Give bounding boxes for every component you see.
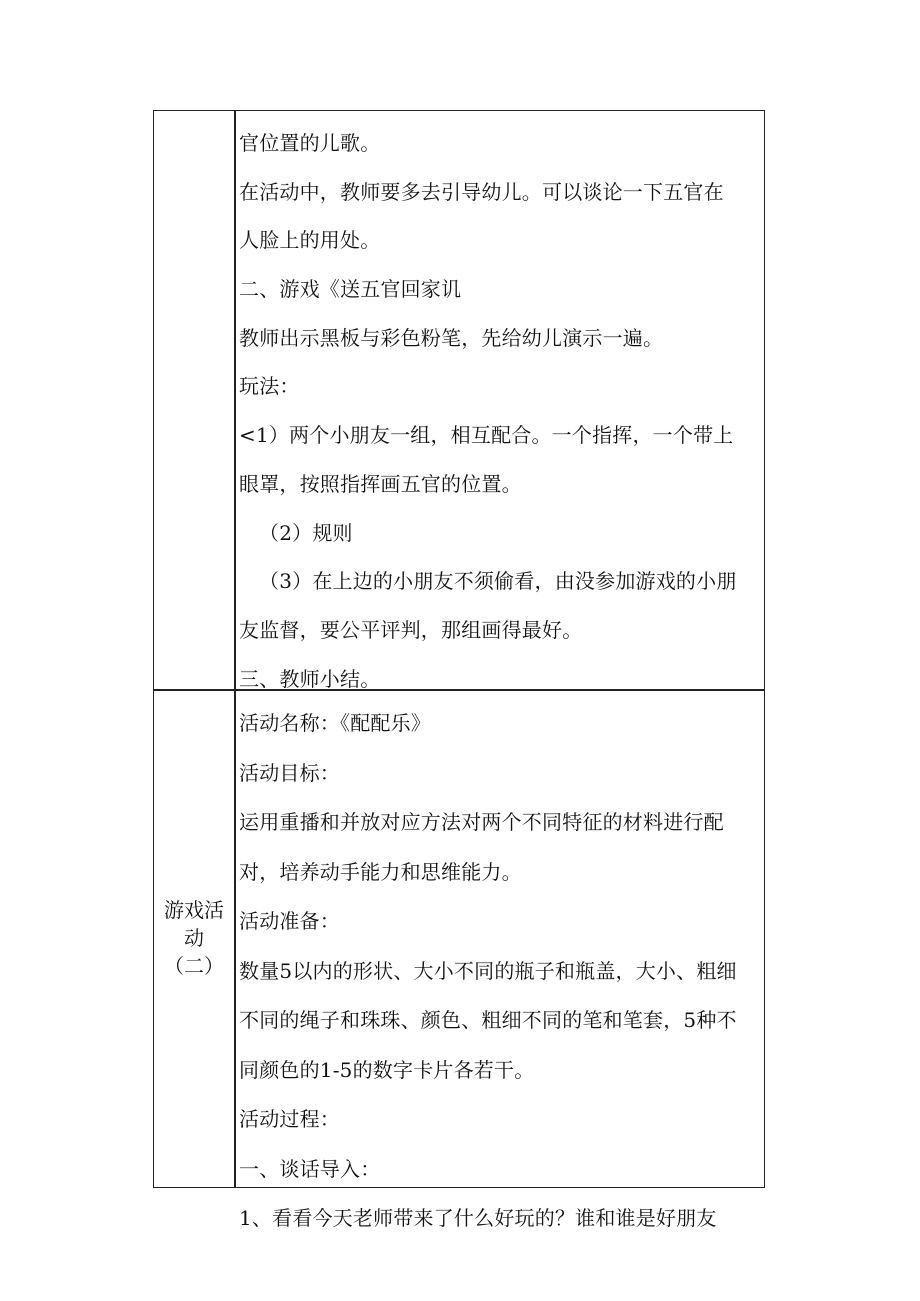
- text-line: 活动名称：《配配乐》: [239, 711, 431, 735]
- text-line: 教师出示黑板与彩色粉笔，先给幼儿演示一遍。: [239, 325, 664, 350]
- text-line: 活动目标：: [239, 760, 340, 785]
- text-line: 活动准备：: [239, 909, 340, 933]
- text-line: 数量5以内的形状、大小不同的瓶子和瓶盖，大小、粗细: [239, 958, 737, 983]
- text-line: 运用重播和并放对应方法对两个不同特征的材料进行配: [239, 810, 724, 834]
- text-line: 不同的绳子和珠珠、颜色、粗细不同的笔和笔套，5种不: [239, 1008, 737, 1032]
- text-line: 玩法：: [239, 374, 300, 399]
- text-line: 1、看看今天老师带来了什么好玩的？谁和谁是好朋友: [239, 1206, 717, 1230]
- activity-label-line: 动: [184, 926, 204, 950]
- text-line: 友监督，要公平评判，那组画得最好。: [239, 617, 583, 642]
- lesson-plan-table: [153, 110, 765, 1230]
- text-line: 一、谈话导入：: [239, 1156, 381, 1181]
- text-line: 二、游戏《送五官回家讥: [239, 277, 462, 302]
- activity-label-line: （二）: [164, 954, 224, 978]
- text-line: <1）两个小朋友一组，相互配合。一个指挥，一个带上: [239, 423, 734, 448]
- text-line: 官位置的儿歌。: [239, 131, 381, 155]
- text-line: 对，培养动手能力和思维能力。: [239, 859, 522, 884]
- upper-content-cell: [239, 125, 764, 709]
- text-line: （2）规则: [259, 520, 353, 545]
- activity-label-line: 游戏活: [164, 898, 224, 922]
- text-line: 眼罩，按照指挥画五官的位置。: [239, 471, 522, 496]
- column-divider: [234, 111, 236, 1187]
- text-line: 三、教师小结。: [239, 666, 381, 691]
- text-line: 活动过程：: [239, 1107, 340, 1131]
- text-line: 同颜色的1-5的数字卡片各若干。: [239, 1057, 535, 1082]
- activity-label: [154, 896, 234, 980]
- lower-content-cell: [239, 705, 764, 1250]
- text-line: （3）在上边的小朋友不须偷看，由没参加游戏的小朋: [259, 569, 737, 594]
- text-line: 在活动中，教师要多去引导幼儿。可以谈论一下五官在: [239, 179, 724, 204]
- text-line: 人脸上的用处。: [239, 228, 381, 253]
